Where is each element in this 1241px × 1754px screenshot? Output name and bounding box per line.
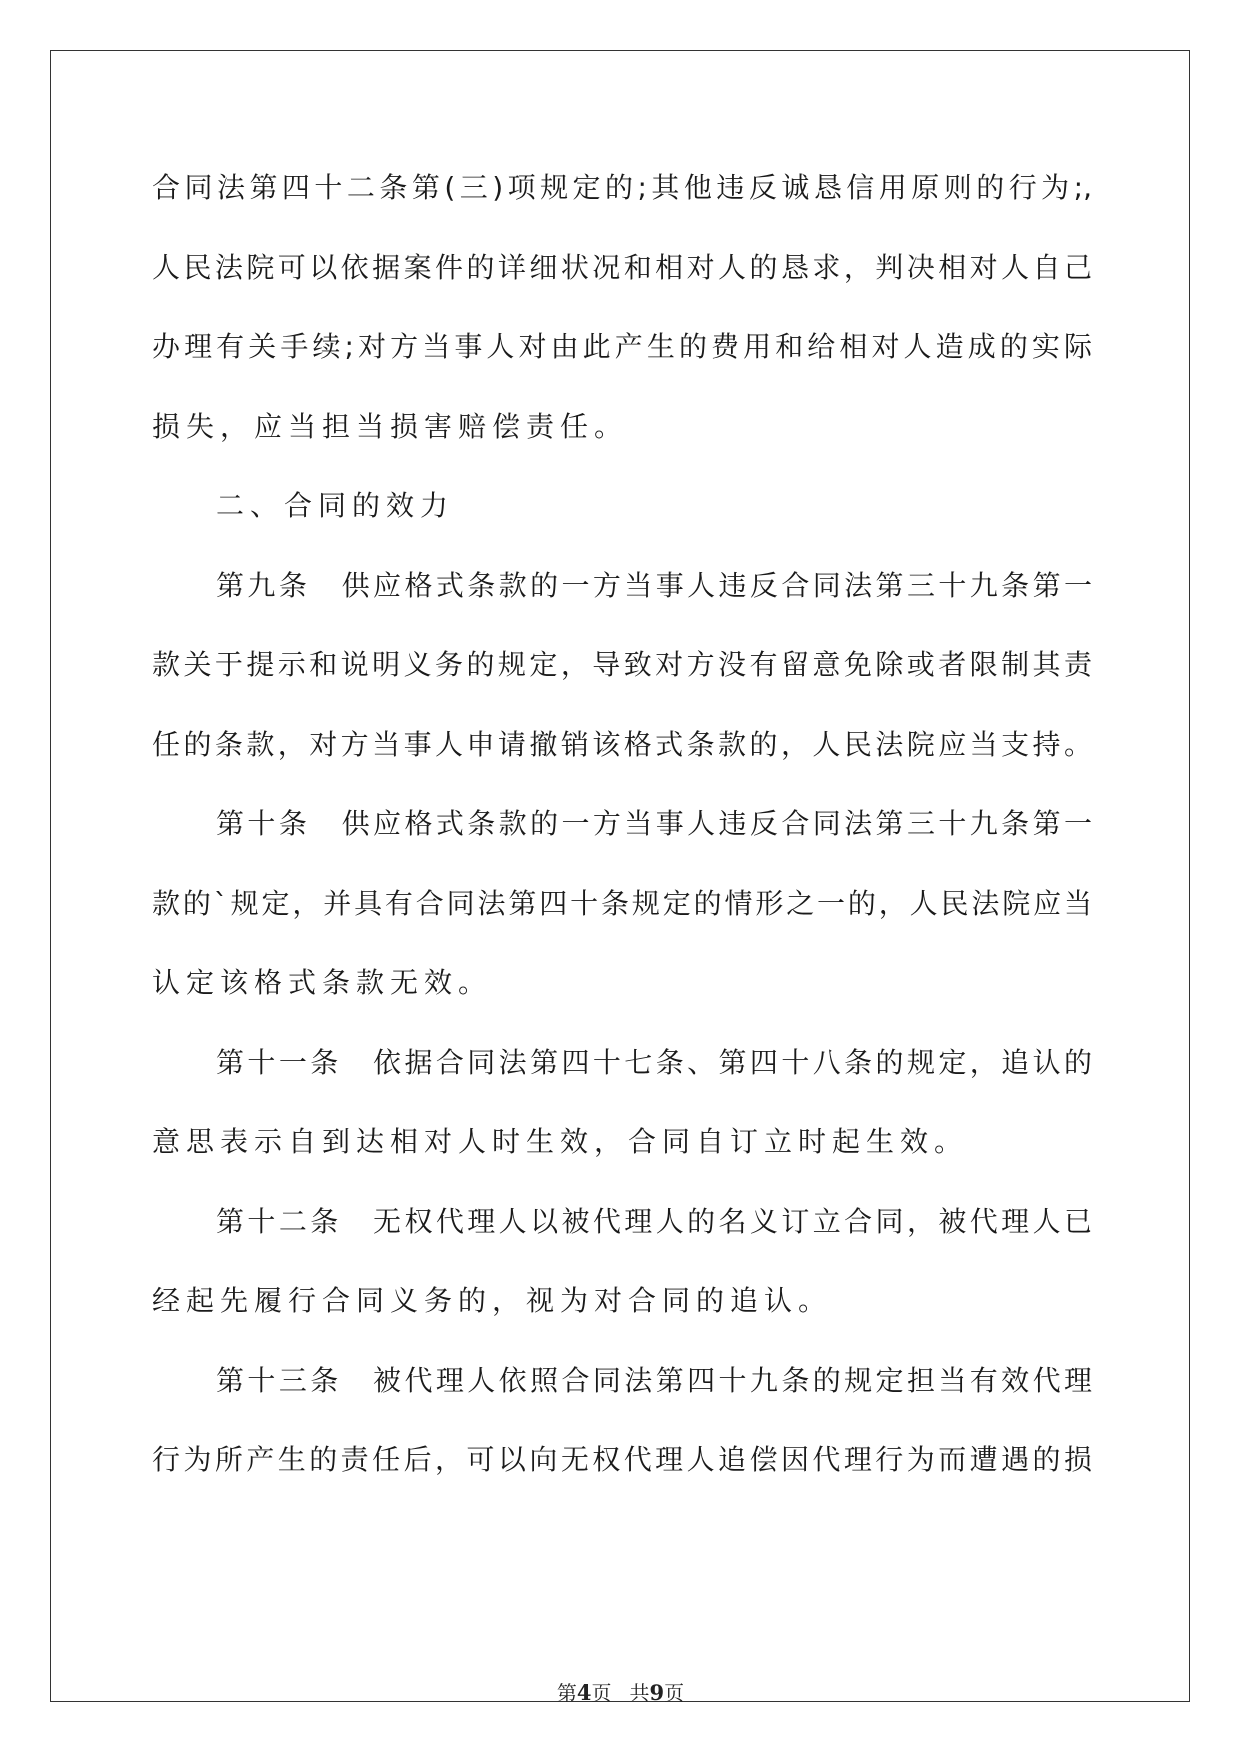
footer-page-suffix: 页 xyxy=(591,1681,612,1705)
text-line: 款关于提示和说明义务的规定，导致对方没有留意免除或者限制其责 xyxy=(152,648,1092,681)
current-page-number: 4 xyxy=(576,1680,592,1705)
text-line: 第九条 供应格式条款的一方当事人违反合同法第三十九条第一 xyxy=(216,568,1092,602)
text-line: 损失，应当担当损害赔偿责任。 xyxy=(152,409,629,443)
text-line: 款的`规定，并具有合同法第四十条规定的情形之一的，人民法院应当 xyxy=(152,886,1092,920)
footer-total-prefix: 共 xyxy=(629,1681,650,1705)
page-footer xyxy=(0,1677,1241,1706)
text-line: 第十三条 被代理人依照合同法第四十九条的规定担当有效代理 xyxy=(216,1363,1092,1397)
document-body xyxy=(152,148,1092,1500)
total-pages-number: 9 xyxy=(649,1680,665,1705)
text-line: 合同法第四十二条第(三)项规定的;其他违反诚恳信用原则的行为;, xyxy=(152,171,1092,204)
text-line: 行为所产生的责任后，可以向无权代理人追偿因代理行为而遭遇的损 xyxy=(152,1443,1092,1476)
text-line: 第十条 供应格式条款的一方当事人违反合同法第三十九条第一 xyxy=(216,807,1092,840)
section-heading: 二、合同的效力 xyxy=(216,489,455,522)
text-line: 意思表示自到达相对人时生效，合同自订立时起生效。 xyxy=(152,1125,969,1158)
footer-total-suffix: 页 xyxy=(664,1681,685,1705)
text-line: 人民法院可以依据案件的详细状况和相对人的恳求，判决相对人自己 xyxy=(152,250,1092,284)
text-line: 经起先履行合同义务的，视为对合同的追认。 xyxy=(152,1284,833,1317)
text-line: 认定该格式条款无效。 xyxy=(152,966,493,999)
footer-prefix: 第 xyxy=(556,1681,577,1705)
text-line: 任的条款，对方当事人申请撤销该格式条款的，人民法院应当支持。 xyxy=(152,727,1092,761)
text-line: 第十二条 无权代理人以被代理人的名义订立合同，被代理人已 xyxy=(216,1204,1092,1238)
text-line: 办理有关手续;对方当事人对由此产生的费用和给相对人造成的实际 xyxy=(152,330,1092,363)
text-line: 第十一条 依据合同法第四十七条、第四十八条的规定，追认的 xyxy=(216,1045,1092,1079)
